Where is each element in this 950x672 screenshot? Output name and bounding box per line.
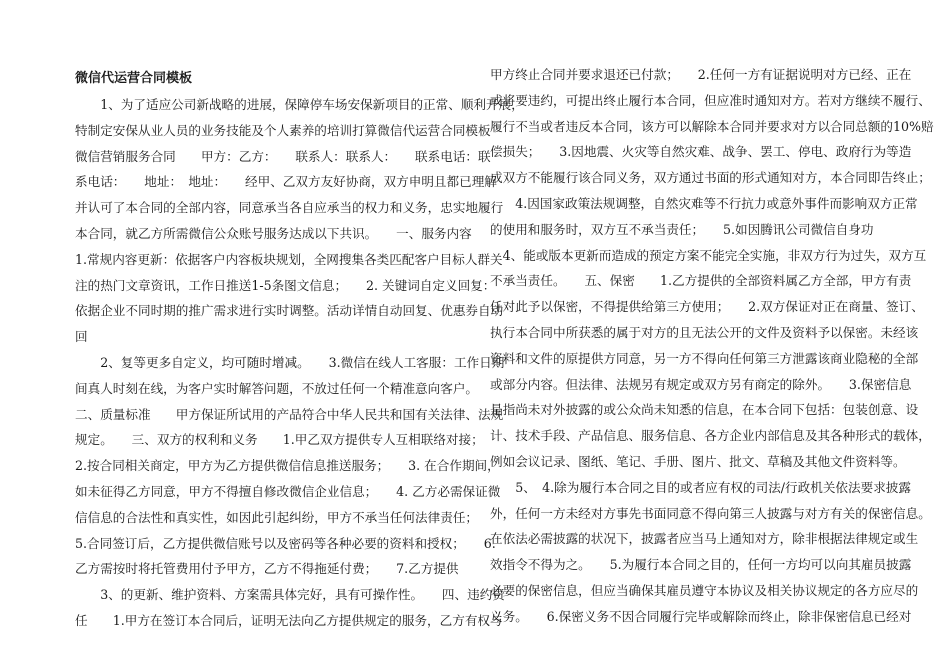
text-line: 偿损失； 3.因地震、火灾等自然灾难、战争、罢工、停电、政府行为等造 xyxy=(490,144,912,160)
text-line: 任 1.甲方在签订本合同后，证明无法向乙方提供规定的服务，乙方有权与 xyxy=(75,612,503,628)
text-line: 回 xyxy=(75,329,88,345)
text-line: 微信营销服务合同 甲方：乙方： 联系人：联系人： 联系电话：联 xyxy=(75,148,491,164)
text-line: 资料和文件的原提供方同意，另一方不得向任何第三方泄露该商业隐秘的全部 xyxy=(490,350,919,366)
text-line: 2、复等更多自定义，均可随时增减。 3.微信在线人工客服：工作日期 xyxy=(75,354,505,370)
text-line: 甲方终止合同并要求退还已付款； 2.任何一方有证据说明对方已经、正在 xyxy=(490,67,912,82)
text-line: 计、技术手段、产品信息、服务信息、各方企业内部信息及其各种形式的载体， xyxy=(490,428,931,444)
text-line: 在依法必需披露的状况下，披露者应当马上通知对方，除非根据法律规定或生 xyxy=(490,531,919,547)
text-line: 或将要违约，可提出终止履行本合同，但应准时通知对方。若对方继续不履行、 xyxy=(490,92,931,108)
left-column xyxy=(75,66,524,634)
text-line: 效指令不得为之。 5.为履行本合同之目的，任何一方均可以向其雇员披露 xyxy=(490,557,912,573)
text-line: 4、能或版本更新而造成的预定方案不能完全实施，非双方行为过失，双方互 xyxy=(490,247,927,263)
text-line: 是指尚未对外披露的或公众尚未知悉的信息，在本合同下包括：包装创意、设 xyxy=(490,402,919,418)
text-line: 或部分内容。但法律、法规另有规定或双方另有商定的除外。 3.保密信息 xyxy=(490,376,912,392)
text-line: 5、 4.除为履行本合同之目的或者应有权的司法/行政机关依法要求披露 xyxy=(490,479,911,495)
text-line: 必要的保密信息，但应当确保其雇员遵守本协议及相关协议规定的各方应尽的 xyxy=(490,582,919,598)
text-line: 不承当责任。 五、保密 1.乙方提供的全部资料属乙方全部，甲方有责 xyxy=(490,273,912,289)
document-title: 微信代运营合同模板 xyxy=(75,71,193,86)
text-line: 1.常规内容更新：依据客户内容板块规划，全网搜集各类匹配客户目标人群关 xyxy=(75,251,503,267)
text-line: 成双方不能履行该合同义务，双方通过书面的形式通知对方，本合同即告终止； xyxy=(490,170,931,186)
text-line: 4.因国家政策法规调整，自然灾难等不行抗力或意外事件而影响双方正常 xyxy=(490,195,918,211)
right-column xyxy=(490,62,934,630)
text-line: 注的热门文章资讯，工作日推送1-5条图文信息； 2. 关键词自定义回复： xyxy=(75,277,496,293)
text-line: 乙方需按时将托管费用付予甲方，乙方不得拖延付费； 7.乙方提供 xyxy=(75,561,459,577)
text-line: 任对此予以保密，不得提供给第三方使用； 2.双方保证对正在商量、签订、 xyxy=(490,299,924,315)
text-line: 本合同，就乙方所需微信公众账号服务达成以下共识。 一、服务内容 xyxy=(75,225,472,241)
text-line: 的使用和服务时，双方互不承当责任； 5.如因腾讯公司微信自身功 xyxy=(490,221,874,237)
text-line: 执行本合同中所获悉的属于对方的且无法公开的文件及资料予以保密。未经该 xyxy=(490,324,919,340)
text-line: 间真人时刻在线，为客户实时解答问题，不放过任何一个精准意向客户。 xyxy=(75,380,478,396)
text-line: 1、为了适应公司新战略的进展，保障停车场安保新项目的正常、顺利开展， xyxy=(75,97,524,112)
text-line: 5.合同签订后，乙方提供微信账号以及密码等各种必要的资料和授权； 6. xyxy=(75,535,496,551)
left-column-text xyxy=(75,92,524,634)
text-line: 规定。 三、双方的权利和义务 1.甲乙双方提供专人互相联络对接； xyxy=(75,432,484,448)
text-line: 特制定安保从业人员的业务技能及个人素养的培训打算微信代运营合同模板 xyxy=(75,122,491,138)
text-line: 并认可了本合同的全部内容，同意承当各自应承当的权力和义务，忠实地履行 xyxy=(75,200,504,216)
text-line: 外，任何一方未经对方事先书面同意不得向第三人披露与对方有关的保密信息。 xyxy=(490,505,931,521)
text-line: 二、质量标准 甲方保证所试用的产品符合中华人民共和国有关法律、法规 xyxy=(75,406,504,422)
text-line: 义务。 6.保密义务不因合同履行完毕或解除而终止，除非保密信息已经对 xyxy=(490,608,912,624)
text-line: 系电话： 地址： 地址： 经甲、乙双方友好协商，双方申明且都已理解 xyxy=(75,174,497,190)
text-line: 如未征得乙方同意，甲方不得擅自修改微信企业信息； 4. 乙方必需保证微 xyxy=(75,483,501,499)
text-line: 信信息的合法性和真实性，如因此引起纠纷，甲方不承当任何法律责任； xyxy=(75,509,478,525)
text-line: 3、的更新、维护资料、方案需具体完好，具有可操作性。 四、违约责 xyxy=(75,587,505,603)
text-line: 例如会议记录、图纸、笔记、手册、图片、批文、草稿及其他文件资料等。 xyxy=(490,453,906,469)
text-line: 履行不当或者违反本合同，该方可以解除本合同并要求对方以合同总额的10%赔 xyxy=(490,118,934,134)
text-line: 依据企业不同时期的推广需求进行实时调整。活动详情自动回复、优惠券自动 xyxy=(75,303,504,319)
text-line: 2.按合同相关商定，甲方为乙方提供微信信息推送服务； 3. 在合作期间， xyxy=(75,458,500,474)
right-column-text xyxy=(490,62,934,630)
